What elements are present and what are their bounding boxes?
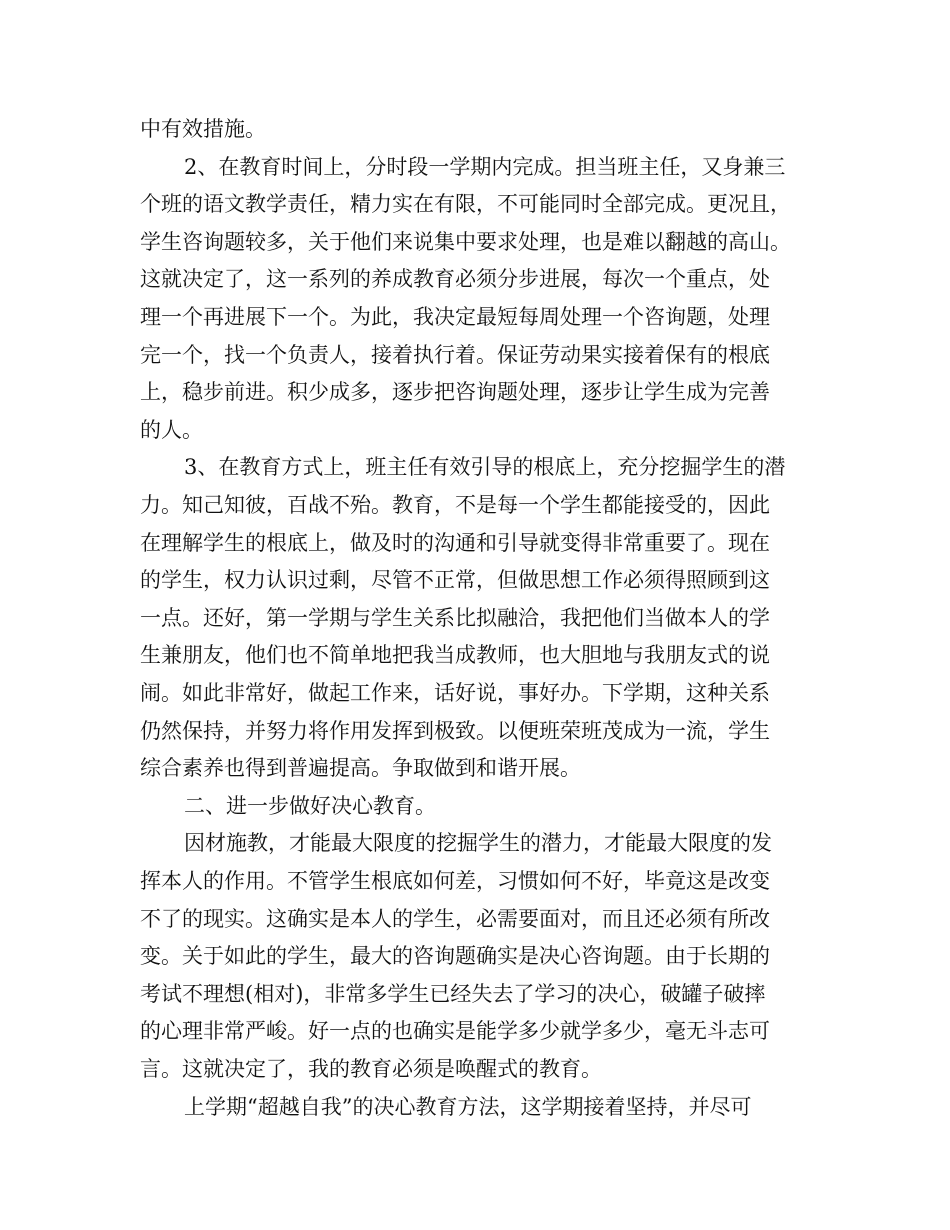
text-line: 不了的现实。这确实是本人的学生，必需要面对，而且还必须有所改 [140, 906, 770, 931]
text-line: 闹。如此非常好，做起工作来，话好说，事好办。下学期，这种关系 [140, 681, 770, 705]
text-line: 一点。还好，第一学期与学生关系比拟融洽，我把他们当做本人的学 [140, 605, 770, 630]
text-line: 二、进一步做好决心教育。 [184, 793, 436, 818]
text-line: 这就决定了，这一系列的养成教育必须分步进展，每次一个重点，处 [140, 267, 770, 292]
text-line: 学生咨询题较多，关于他们来说集中要求处理，也是难以翻越的高山。 [140, 229, 791, 254]
text-line: 力。知己知彼，百战不殆。教育，不是每一个学生都能接受的，因此 [140, 493, 770, 517]
text-line: 综合素养也得到普遍提高。争取做到和谐开展。 [140, 756, 581, 781]
text-line: 在理解学生的根底上，做及时的沟通和引导就变得非常重要了。现在 [140, 530, 770, 555]
text-line: 因材施教，才能最大限度的挖掘学生的潜力，才能最大限度的发 [184, 831, 772, 856]
text-line: 的心理非常严峻。好一点的也确实是能学多少就学多少，毫无斗志可 [140, 1019, 770, 1044]
text-line: 中有效措施。 [140, 117, 266, 141]
text-line: 言。这就决定了，我的教育必须是唤醒式的教育。 [140, 1057, 602, 1081]
text-line: 变。关于如此的学生，最大的咨询题确实是决心咨询题。由于长期的 [140, 944, 770, 969]
text-line: 上学期“超越自我”的决心教育方法，这学期接着坚持，并尽可 [184, 1094, 752, 1119]
text-line: 3、在教育方式上，班主任有效引导的根底上，充分挖掘学生的潜 [184, 455, 786, 480]
text-line: 生兼朋友，他们也不简单地把我当成教师，也大胆地与我朋友式的说 [140, 643, 770, 668]
text-line: 2、在教育时间上，分时段一学期内完成。担当班主任，又身兼三 [184, 154, 786, 179]
text-line: 考试不理想(相对)，非常多学生已经失去了学习的决心，破罐子破摔 [140, 981, 766, 1006]
text-line: 完一个，找一个负责人，接着执行着。保证劳动果实接着保有的根底 [140, 342, 770, 367]
text-line: 理一个再进展下一个。为此，我决定最短每周处理一个咨询题，处理 [140, 305, 770, 329]
text-line: 的学生，权力认识过剩，尽管不正常，但做思想工作必须得照顾到这 [140, 568, 770, 593]
text-line: 挥本人的作用。不管学生根底如何差，习惯如何不好，毕竟这是改变 [140, 869, 770, 893]
text-line: 的人。 [140, 417, 203, 442]
text-line: 个班的语文教学责任，精力实在有限，不可能同时全部完成。更况且， [140, 192, 791, 217]
text-line: 上，稳步前进。积少成多，逐步把咨询题处理，逐步让学生成为完善 [140, 380, 770, 405]
text-line: 仍然保持，并努力将作用发挥到极致。以便班荣班茂成为一流，学生 [140, 718, 770, 743]
